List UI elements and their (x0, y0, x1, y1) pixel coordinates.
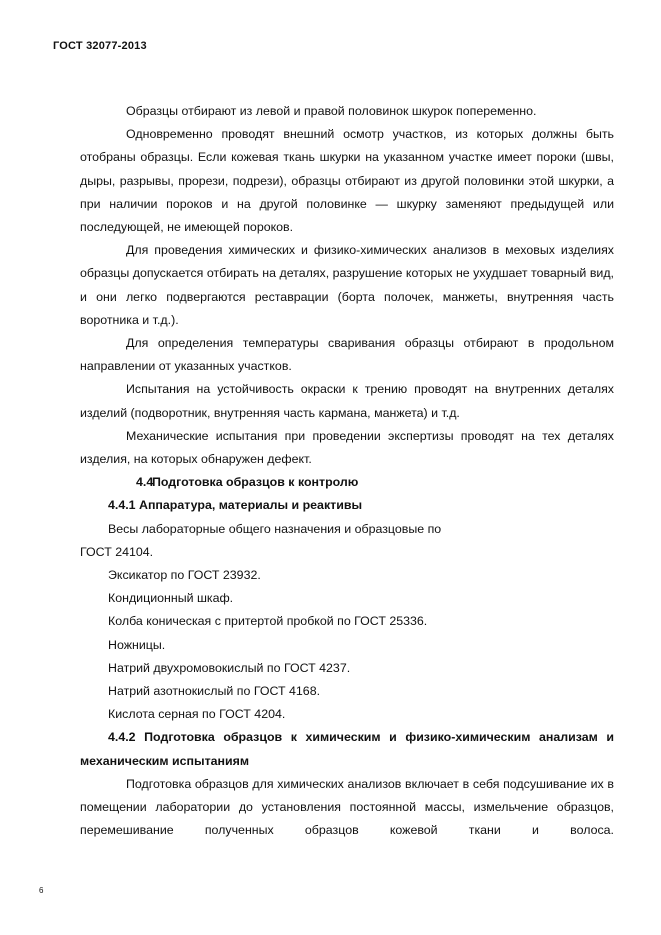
equipment-item: Кислота серная по ГОСТ 4204. (108, 707, 286, 722)
section-title-4-4: Подготовка образцов к контролю (152, 475, 359, 490)
section-number-4-4: 4.4 (136, 475, 154, 490)
paragraph-color-fastness: Испытания на устойчивость окраски к трению проводят на внутренних деталях изделий (подворотник, внутренняя часть кармана, манжета) и т.д. (80, 382, 614, 420)
equipment-item: Натрий азотнокислый по ГОСТ 4168. (108, 684, 321, 699)
equipment-item: Натрий двухромовокислый по ГОСТ 4237. (108, 660, 351, 675)
equipment-scales-line-1: Весы лабораторные общего назначения и образцовые по (108, 521, 442, 536)
section-heading-4-4-1: 4.4.1 Аппаратура, материалы и реактивы (108, 498, 363, 513)
equipment-item: Кондиционный шкаф. (108, 591, 234, 606)
page-number: 6 (39, 886, 44, 895)
equipment-scales-line-2: ГОСТ 24104. (80, 544, 154, 559)
paragraph-mechanical-tests: Механические испытания при проведении экспертизы проводят на тех деталях изделия, на которых обнаружен дефект. (80, 428, 614, 467)
paragraph-chemical-analysis-samples: Для проведения химических и физико-химических анализов в меховых изделиях образцы допускается отбирать на деталях, разрушение которых не ухудшает товарный вид, и они легко подвергаются реставрации (борта полочек, манжеты, внутренняя часть воротника и т.д.). (80, 243, 614, 327)
equipment-item: Эксикатор по ГОСТ 23932. (108, 568, 261, 583)
paragraph-welding-temperature: Для определения температуры сваривания образцы отбирают в продольном направлении от указанных участков. (80, 336, 614, 374)
section-heading-4-4 (80, 471, 614, 494)
equipment-item: Ножницы. (108, 637, 166, 652)
equipment-item: Колба коническая с притертой пробкой по ГОСТ 25336. (108, 614, 428, 629)
document-code-header: ГОСТ 32077-2013 (53, 40, 147, 52)
paragraph-sample-preparation: Подготовка образцов для химических анализов включает в себя подсушивание их в помещении лаборатории до установления постоянной массы, измельчение образцов, перемешивание полученных образцов кожевой ткани и волоса. (80, 776, 614, 838)
document-body (80, 100, 614, 843)
section-heading-4-4-2: 4.4.2 Подготовка образцов к химическим и физико-химическим анализам и механическим испытаниям (80, 730, 614, 768)
paragraph-visual-inspection: Одновременно проводят внешний осмотр участков, из которых должны быть отобраны образцы. Если кожевая ткань шкурки на указанном участке имеет пороки (швы, дыры, разрывы, прорези, подрези), образцы отбирают из другой половинки этой шкурки, а при наличии пороков и на другой половинке — шкурку заменяют предыдущей или последующей, не имеющей пороков. (80, 127, 614, 235)
paragraph-sample-selection: Образцы отбирают из левой и правой половинок шкурок попеременно. (126, 104, 537, 118)
